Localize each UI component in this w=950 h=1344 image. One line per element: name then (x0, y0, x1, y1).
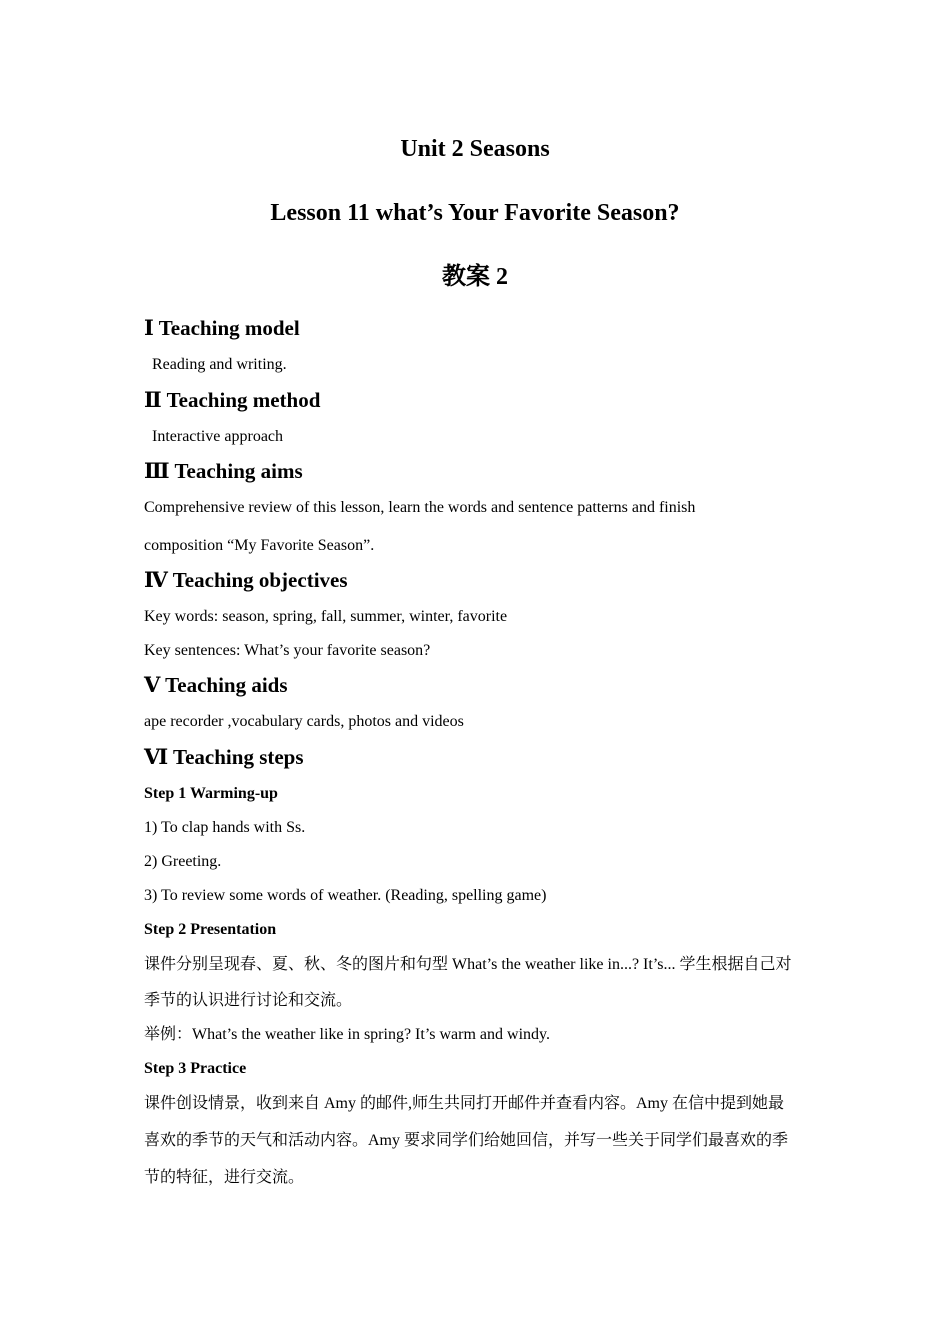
section-title: Teaching steps (173, 745, 304, 769)
section-heading-method (144, 386, 320, 414)
section-number: Ⅱ (144, 388, 162, 412)
section-heading-objectives (144, 566, 348, 594)
key-words: Key words: season, spring, fall, summer, winter, favorite (144, 608, 508, 625)
section-heading-aids (144, 671, 288, 699)
step3-line-3: 节的特征，进行交流。 (144, 1169, 305, 1186)
step2-title: Step 2 Presentation (144, 921, 277, 938)
step1-item: 1) To clap hands with Ss. (144, 819, 306, 836)
section-number: Ⅴ (144, 673, 161, 697)
model-body: Reading and writing. (152, 356, 287, 373)
lesson-title: Lesson 11 what’s Your Favorite Season? (270, 200, 680, 226)
key-sentences: Key sentences: What’s your favorite season? (144, 642, 431, 659)
section-title: Teaching method (166, 388, 321, 412)
step3-title: Step 3 Practice (144, 1060, 247, 1077)
aids-body: ape recorder ,vocabulary cards, photos and videos (144, 713, 464, 730)
section-title: Teaching aims (174, 459, 303, 483)
step1-item: 3) To review some words of weather. (Reading, spelling game) (144, 887, 547, 904)
section-title: Teaching objectives (172, 568, 348, 592)
step3-line-1: 课件创设情景，收到来自 Amy 的邮件,师生共同打开邮件并查看内容。Amy 在信中提到她最 (144, 1095, 785, 1112)
section-heading-aims (144, 457, 303, 485)
section-number: Ⅵ (144, 745, 169, 769)
section-heading-model (144, 314, 300, 342)
plan-title: 教案 2 (442, 264, 508, 290)
method-body: Interactive approach (152, 428, 284, 445)
section-number: Ⅲ (144, 459, 170, 483)
step2-example: 举例：What’s the weather like in spring? It’s warm and windy. (144, 1026, 550, 1043)
aims-line-1: Comprehensive review of this lesson, learn the words and sentence patterns and finish (144, 499, 696, 516)
step1-item: 2) Greeting. (144, 853, 222, 870)
unit-title: Unit 2 Seasons (400, 136, 550, 162)
step2-line-1: 课件分别呈现春、夏、秋、冬的图片和句型 What’s the weather like in...? It’s... 学生根据自己对 (144, 956, 792, 973)
section-number: Ⅰ (144, 316, 154, 340)
step3-line-2: 喜欢的季节的天气和活动内容。Amy 要求同学们给她回信，并写一些关于同学们最喜欢的季 (144, 1132, 789, 1149)
aims-line-2: composition “My Favorite Season”. (144, 537, 375, 554)
section-title: Teaching aids (165, 673, 288, 697)
step2-line-2: 季节的认识进行讨论和交流。 (144, 992, 353, 1009)
section-heading-steps (144, 743, 304, 771)
section-title: Teaching model (158, 316, 300, 340)
step1-title: Step 1 Warming-up (144, 785, 278, 802)
section-number: Ⅳ (144, 568, 168, 592)
